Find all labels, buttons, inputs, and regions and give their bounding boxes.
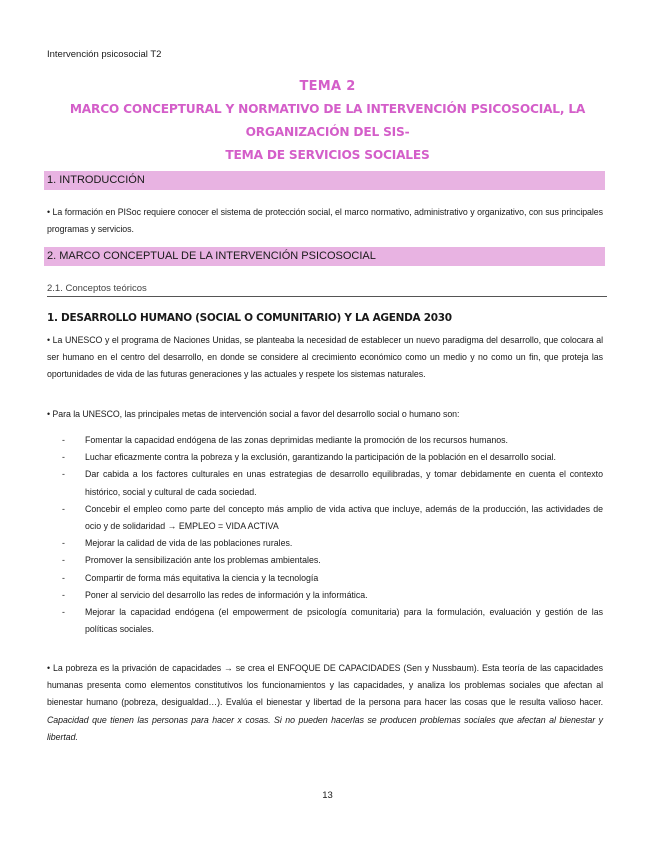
metas-intro-paragraph: • Para la UNESCO, las principales metas de intervención social a favor del desarrollo social o humano son:: [47, 409, 460, 419]
section-heading-introduccion: 1. INTRODUCCIÓN: [44, 171, 605, 190]
list-item: - Compartir de forma más equitativa la ciencia y la tecnología: [62, 570, 603, 587]
list-item: - Fomentar la capacidad endógena de las zonas deprimidas mediante la promoción de los recursos humanos.: [62, 432, 603, 449]
section-heading-marco-conceptual: 2. MARCO CONCEPTUAL DE LA INTERVENCIÓN PSICOSOCIAL: [44, 247, 605, 266]
list-item: - Luchar eficazmente contra la pobreza y la exclusión, garantizando la participación de la población en el desarrollo social.: [62, 449, 603, 466]
running-header: Intervención psicosocial T2: [47, 49, 162, 60]
tema-title-line-1: MARCO CONCEPTURAL Y NORMATIVO DE LA INTERVENCIÓN PSICOSOCIAL, LA ORGANIZACIÓN DEL SIS-: [69, 102, 586, 139]
list-item: - Mejorar la capacidad endógena (el empowerment de psicología comunitaria) para la formulación, evaluación y gestión de las políticas sociales.: [62, 604, 603, 638]
unesco-paragraph: • La UNESCO y el programa de Naciones Unidas, se planteaba la necesidad de establecer un nuevo paradigma del desarrollo, que colocara al ser humano en el centro del desarrollo, en donde se considere al crecimiento económico como un medio y no como un fin, que proteja las oportunidades de vida de las futuras generaciones y las actuales y respete los sistemas naturales.: [47, 335, 603, 380]
list-item: - Poner al servicio del desarrollo las redes de información y la informática.: [62, 587, 603, 604]
metas-list: [62, 432, 603, 638]
intro-paragraph: • La formación en PISoc requiere conocer el sistema de protección social, el marco normativo, administrativo y organizativo, con sus principales programas y servicios.: [47, 207, 603, 235]
list-item: - Concebir el empleo como parte del concepto más amplio de vida activa que incluye, además de la producción, las actividades de ocio y de solidaridad → EMPLEO = VIDA ACTIVA: [62, 501, 603, 535]
subsection-heading-conceptos: 2.1. Conceptos teóricos: [47, 283, 607, 297]
subsubsection-heading-desarrollo-humano: 1. DESARROLLO HUMANO (SOCIAL O COMUNITARIO) Y LA AGENDA 2030: [47, 312, 452, 324]
page-number: 13: [322, 790, 333, 801]
tema-title-line-2: TEMA DE SERVICIOS SOCIALES: [225, 148, 430, 162]
chapter-title: [40, 76, 615, 167]
list-item: - Mejorar la calidad de vida de las poblaciones rurales.: [62, 535, 603, 552]
pobreza-text: • La pobreza es la privación de capacidades → se crea el ENFOQUE DE CAPACIDADES (Sen y Nussbaum). Esta teoría de las capacidades humanas presenta como elementos constitutivos los funcionamientos y las capacidades, y analiza los problemas sociales que afectan al bienestar humano (pobreza, desigualdad…). Evalúa el bienestar y libertad de la persona para hacer las cosas que le resulta valioso hacer.: [47, 663, 603, 708]
pobreza-paragraph: [47, 660, 603, 746]
list-item: - Promover la sensibilización ante los problemas ambientales.: [62, 552, 603, 569]
list-item: - Dar cabida a los factores culturales en unas estrategias de desarrollo equilibradas, y tomar debidamente en cuenta el contexto histórico, social y cultural de cada sociedad.: [62, 466, 603, 500]
tema-number: TEMA 2: [299, 79, 356, 94]
pobreza-italic-text: Capacidad que tienen las personas para hacer x cosas. Si no pueden hacerlas se producen problemas sociales que afectan al bienestar y libertad.: [47, 714, 603, 742]
